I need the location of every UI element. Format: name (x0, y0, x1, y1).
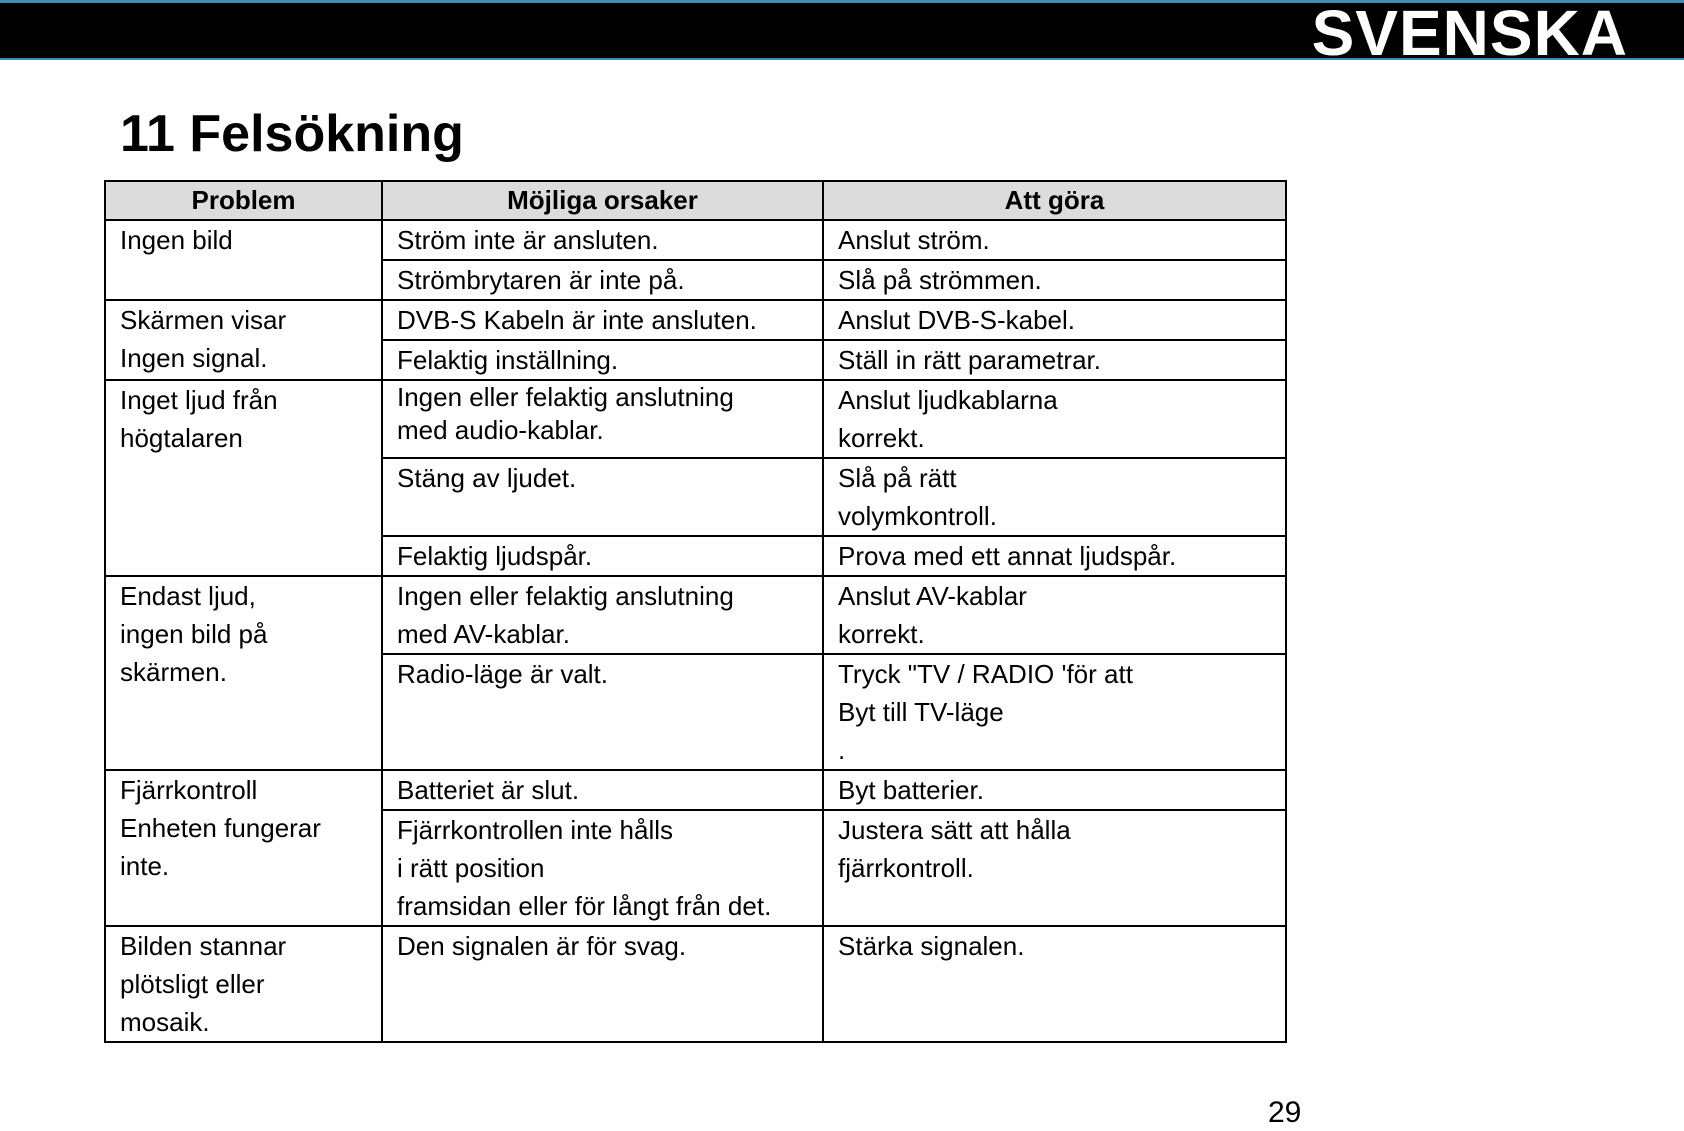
cause-cell: Batteriet är slut. (382, 770, 823, 810)
cause-cell: DVB-S Kabeln är inte ansluten. (382, 300, 823, 340)
cause-cell: Den signalen är för svag. (382, 926, 823, 1042)
cause-cell: Ingen eller felaktig anslutning med AV-kablar. (382, 576, 823, 654)
language-label: SVENSKA (1311, 0, 1628, 69)
header-bar (0, 0, 1684, 69)
header-actions: Att göra (823, 181, 1286, 220)
section-title: 11 Felsökning (120, 105, 464, 163)
header-causes: Möjliga orsaker (382, 181, 823, 220)
header-problem: Problem (105, 181, 382, 220)
table-row (105, 576, 1286, 654)
action-cell: Anslut AV-kablar korrekt. (823, 576, 1286, 654)
page-number: 29 (1268, 1096, 1302, 1129)
action-cell: Ställ in rätt parametrar. (823, 340, 1286, 380)
table-row (105, 770, 1286, 810)
action-cell: Anslut ström. (823, 220, 1286, 260)
cause-cell: Felaktig ljudspår. (382, 536, 823, 576)
table-row (105, 926, 1286, 1042)
cause-cell: Strömbrytaren är inte på. (382, 260, 823, 300)
action-cell: Justera sätt att hålla fjärrkontroll. (823, 810, 1286, 926)
table-header-row (105, 181, 1286, 220)
cause-cell: Fjärrkontrollen inte hålls i rätt position framsidan eller för långt från det. (382, 810, 823, 926)
action-cell: Prova med ett annat ljudspår. (823, 536, 1286, 576)
cause-cell: Ingen eller felaktig anslutning med audio-kablar. (382, 380, 823, 458)
action-cell: Byt batterier. (823, 770, 1286, 810)
action-cell: Anslut DVB-S-kabel. (823, 300, 1286, 340)
problem-cell: Skärmen visar Ingen signal. (105, 300, 382, 380)
cause-cell: Radio-läge är valt. (382, 654, 823, 770)
cause-cell: Stäng av ljudet. (382, 458, 823, 536)
problem-cell: Bilden stannar plötsligt eller mosaik. (105, 926, 382, 1042)
action-cell: Slå på strömmen. (823, 260, 1286, 300)
table-row (105, 380, 1286, 458)
troubleshooting-table (104, 180, 1287, 1043)
problem-cell: Fjärrkontroll Enheten fungerar inte. (105, 770, 382, 926)
cause-cell: Felaktig inställning. (382, 340, 823, 380)
action-cell: Stärka signalen. (823, 926, 1286, 1042)
action-cell: Tryck "TV / RADIO 'för att Byt till TV-läge . (823, 654, 1286, 770)
action-cell: Anslut ljudkablarna korrekt. (823, 380, 1286, 458)
problem-cell: Inget ljud från högtalaren (105, 380, 382, 576)
problem-cell: Ingen bild (105, 220, 382, 300)
action-cell: Slå på rätt volymkontroll. (823, 458, 1286, 536)
table-row (105, 300, 1286, 340)
table-row (105, 220, 1286, 260)
cause-cell: Ström inte är ansluten. (382, 220, 823, 260)
problem-cell: Endast ljud, ingen bild på skärmen. (105, 576, 382, 770)
